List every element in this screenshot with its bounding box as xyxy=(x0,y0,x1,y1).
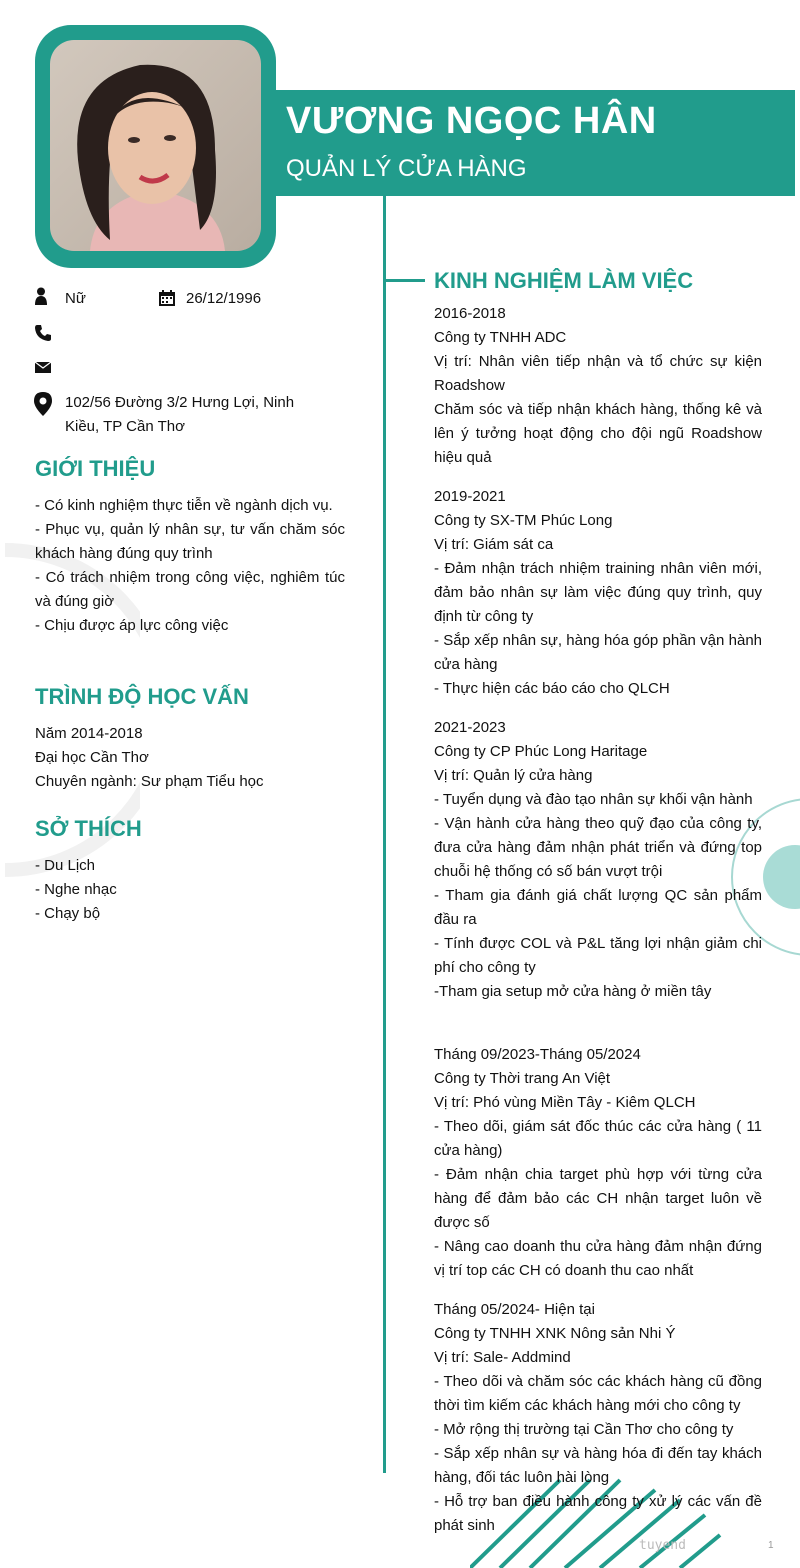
hobby-item: - Nghe nhạc xyxy=(35,881,117,898)
job-entry xyxy=(434,716,762,1004)
job-detail: - Mở rộng thị trường tại Cần Thơ cho công ty xyxy=(434,1421,734,1438)
job-detail: -Tham gia setup mở cửa hàng ở miền tây xyxy=(434,983,712,1000)
job-period: 2019-2021 xyxy=(434,488,506,505)
vertical-divider xyxy=(383,196,386,1473)
job-entry xyxy=(434,1043,762,1283)
intro-heading: GIỚI THIỆU xyxy=(35,456,156,481)
education-line: Đại học Cần Thơ xyxy=(35,749,149,766)
job-detail: - Vận hành cửa hàng theo quỹ đạo của công ty, đưa cửa hàng đảm nhận phát triển và đứng top chuỗi hệ thống có số bán vượt trội xyxy=(434,815,762,880)
job-entry xyxy=(434,485,762,701)
job-period: Tháng 05/2024- Hiện tại xyxy=(434,1301,595,1318)
page-number: 1 xyxy=(768,1540,774,1551)
job-detail: - Đảm nhận trách nhiệm training nhân viên mới, đảm bảo nhân sự làm việc đúng quy trình, quy định từ công ty xyxy=(434,560,762,625)
education-line: Năm 2014-2018 xyxy=(35,725,143,742)
job-company: Công ty SX-TM Phúc Long xyxy=(434,512,613,529)
education-list xyxy=(35,722,345,794)
job-detail: Vị trí: Nhân viên tiếp nhận và tổ chức sự kiện Roadshow xyxy=(434,353,762,394)
job-detail: - Đảm nhận chia target phù hợp với từng cửa hàng để đảm bảo các CH nhận target luôn về được số xyxy=(434,1166,762,1231)
hobbies-list xyxy=(35,854,345,926)
intro-line: - Có trách nhiệm trong công việc, nghiêm túc và đúng giờ xyxy=(35,569,345,610)
email-icon xyxy=(34,358,52,376)
intro-list xyxy=(35,494,345,638)
job-detail: Chăm sóc và tiếp nhận khách hàng, thống kê và lên ý tưởng hoạt động cho đội ngũ Roadshow hiệu quả xyxy=(434,401,762,466)
intro-line: - Phục vụ, quản lý nhân sự, tư vấn chăm sóc khách hàng đúng quy trình xyxy=(35,521,345,562)
footer-watermark: tuyend xyxy=(639,1538,686,1553)
job-detail: Vị trí: Giám sát ca xyxy=(434,536,554,553)
education-heading: TRÌNH ĐỘ HỌC VẤN xyxy=(35,684,249,709)
profile-photo xyxy=(50,40,261,251)
intro-line: - Chịu được áp lực công việc xyxy=(35,617,229,634)
hobbies-heading: SỞ THÍCH xyxy=(35,816,142,841)
job-company: Công ty TNHH ADC xyxy=(434,329,567,346)
job-detail: - Tuyển dụng và đào tạo nhân sự khối vận hành xyxy=(434,791,753,808)
gender-value: Nữ xyxy=(65,290,86,307)
job-detail: - Tính được COL và P&L tăng lợi nhận giảm chi phí cho công ty xyxy=(434,935,762,976)
intro-line: - Có kinh nghiệm thực tiễn về ngành dịch vụ. xyxy=(35,497,333,514)
job-detail: - Theo dõi và chăm sóc các khách hàng cũ đồng thời tìm kiếm các khách hàng mới cho công ty xyxy=(434,1373,762,1414)
job-detail: - Hỗ trợ ban điều hành công ty xử lý các vấn đề phát sinh xyxy=(434,1493,762,1534)
job-period: 2016-2018 xyxy=(434,305,506,322)
job-period: Tháng 09/2023-Tháng 05/2024 xyxy=(434,1046,641,1063)
address-value: 102/56 Đường 3/2 Hưng Lợi, Ninh Kiều, TP Cần Thơ xyxy=(65,394,295,435)
job-entry xyxy=(434,1298,762,1538)
job-company: Công ty TNHH XNK Nông sản Nhi Ý xyxy=(434,1325,676,1342)
calendar-icon xyxy=(158,289,176,307)
job-detail: Vị trí: Quản lý cửa hàng xyxy=(434,767,593,784)
job-detail: - Nâng cao doanh thu cửa hàng đảm nhận đứng vị trí top các CH có doanh thu cao nhất xyxy=(434,1238,762,1279)
job-detail: - Thực hiện các báo cáo cho QLCH xyxy=(434,680,670,697)
location-pin-icon xyxy=(33,391,53,417)
job-company: Công ty Thời trang An Việt xyxy=(434,1070,611,1087)
job-detail: - Tham gia đánh giá chất lượng QC sản phẩm đầu ra xyxy=(434,887,762,928)
candidate-name: VƯƠNG NGỌC HÂN xyxy=(286,100,657,142)
section-connector xyxy=(383,279,425,282)
education-line: Chuyên ngành: Sư phạm Tiểu học xyxy=(35,773,264,790)
experience-heading: KINH NGHIỆM LÀM VIỆC xyxy=(434,268,694,293)
phone-icon xyxy=(34,324,52,342)
job-entry xyxy=(434,302,762,470)
person-icon xyxy=(34,287,52,305)
birthday-value: 26/12/1996 xyxy=(186,290,262,307)
job-company: Công ty CP Phúc Long Haritage xyxy=(434,743,648,760)
job-detail: - Sắp xếp nhân sự và hàng hóa đi đến tay khách hàng, đối tác luôn hài lòng xyxy=(434,1445,762,1486)
hobby-item: - Du Lịch xyxy=(35,857,96,874)
job-detail: Vị trí: Phó vùng Miền Tây - Kiêm QLCH xyxy=(434,1094,696,1111)
hobby-item: - Chạy bộ xyxy=(35,905,101,922)
job-detail: - Sắp xếp nhân sự, hàng hóa góp phần vận hành cửa hàng xyxy=(434,632,762,673)
job-title: QUẢN LÝ CỬA HÀNG xyxy=(286,155,527,182)
job-detail: Vị trí: Sale- Addmind xyxy=(434,1349,571,1366)
job-detail: - Theo dõi, giám sát đốc thúc các cửa hàng ( 11 cửa hàng) xyxy=(434,1118,762,1159)
job-period: 2021-2023 xyxy=(434,719,506,736)
